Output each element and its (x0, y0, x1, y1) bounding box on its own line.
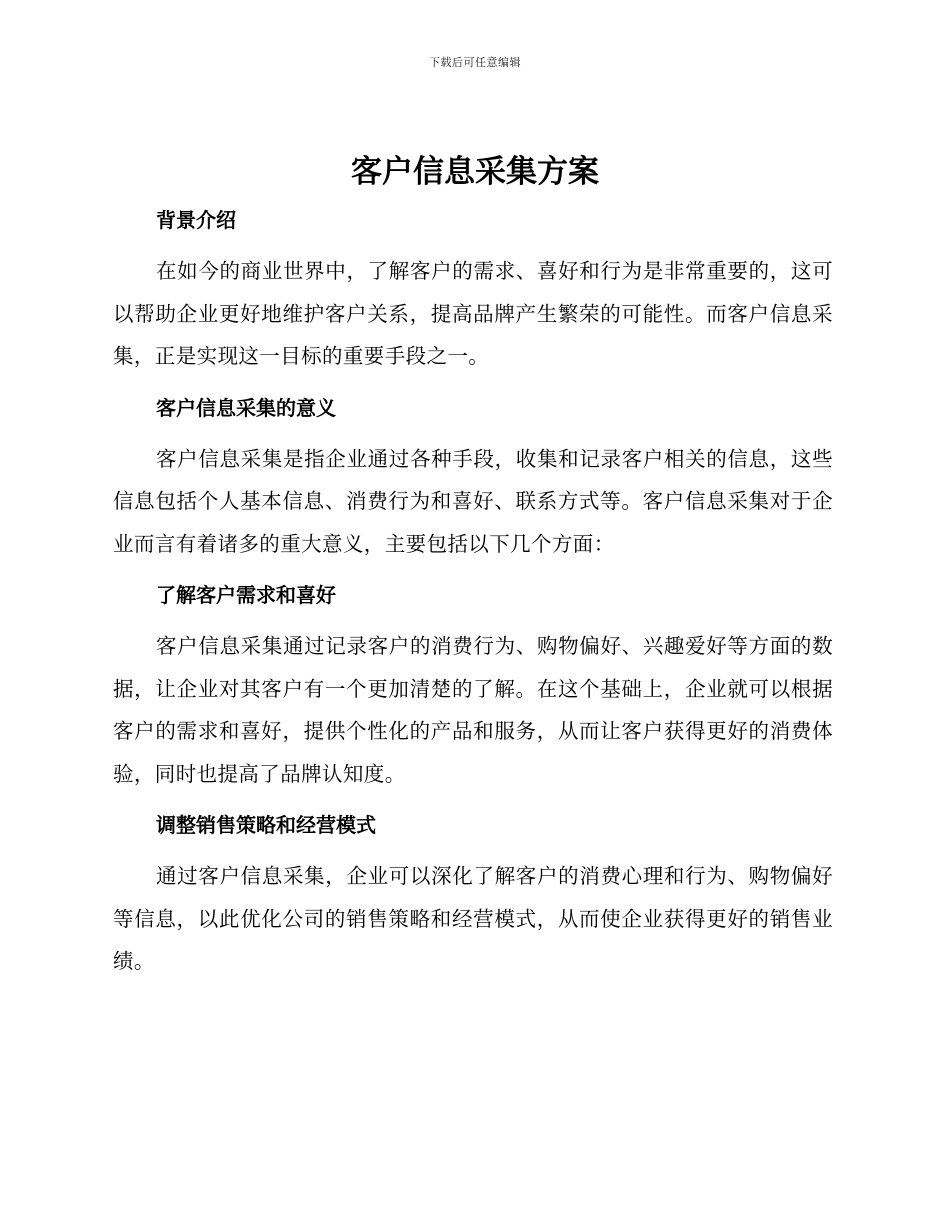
section-customer-needs (113, 573, 833, 795)
section-paragraph: 通过客户信息采集，企业可以深化了解客户的消费心理和行为、购物偏好等信息，以此优化公司的销售策略和经营模式，从而使企业获得更好的销售业绩。 (113, 864, 833, 973)
document-body (113, 198, 833, 991)
section-paragraph: 客户信息采集通过记录客户的消费行为、购物偏好、兴趣爱好等方面的数据，让企业对其客户有一个更加清楚的了解。在这个基础上，企业就可以根据客户的需求和喜好，提供个性化的产品和服务，从而让客户获得更好的消费体验，同时也提高了品牌认知度。 (113, 634, 833, 786)
section-heading: 客户信息采集的意义 (156, 395, 336, 420)
section-paragraph: 在如今的商业世界中，了解客户的需求、喜好和行为是非常重要的，这可以帮助企业更好地维护客户关系，提高品牌产生繁荣的可能性。而客户信息采集，正是实现这一目标的重要手段之一。 (113, 259, 833, 368)
section-heading: 调整销售策略和经营模式 (156, 813, 376, 837)
section-significance (113, 386, 833, 566)
section-heading: 了解客户需求和喜好 (156, 583, 336, 607)
document-title: 客户信息采集方案 (351, 154, 599, 190)
section-paragraph: 客户信息采集是指企业通过各种手段，收集和记录客户相关的信息，这些信息包括个人基本信息、消费行为和喜好、联系方式等。客户信息采集对于企业而言有着诸多的重大意义，主要包括以下几个方面： (113, 446, 833, 556)
section-sales-strategy (113, 803, 833, 983)
section-heading: 背景介绍 (156, 208, 236, 232)
section-background (113, 198, 833, 378)
page-header-note: 下载后可任意编辑 (429, 56, 521, 69)
